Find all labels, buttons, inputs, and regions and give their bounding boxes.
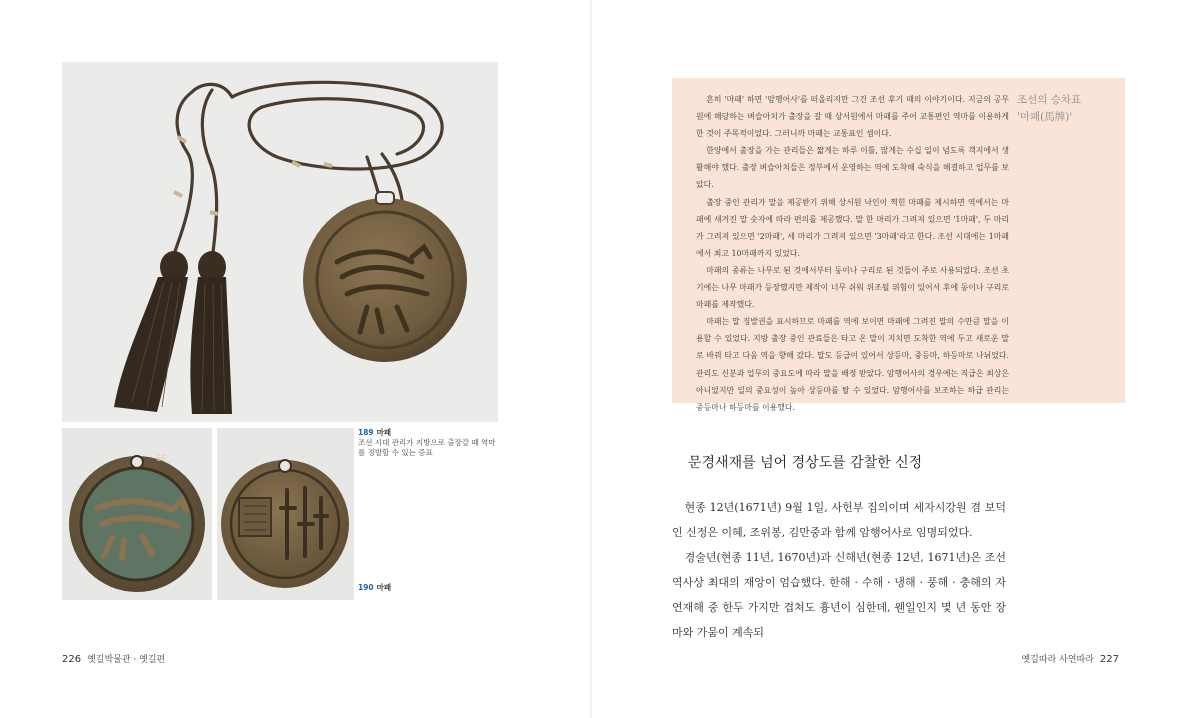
figure-190-number: 190 — [358, 583, 374, 592]
body-paragraph: 현종 12년(1671년) 9월 1일, 사헌부 집의이며 세자시강원 겸 보덕인 신정은 이혜, 조위봉, 김만중과 함께 암행어사로 임명되었다. — [672, 501, 1006, 539]
right-running-title: 옛길따라 사연따라 — [1021, 655, 1094, 665]
sidebar-text — [696, 91, 1009, 416]
left-page-footer — [62, 652, 165, 665]
sidebar-paragraph: 흔히 '마패' 하면 '암행어사'를 떠올리지만 그건 조선 후기 때의 이야기이다. 지금의 공무원에 해당하는 벼슬아치가 출장을 갈 때 상서원에서 마패를 주어 교통편인 역마를 이용하게 한 것이 주목적이었다. 그러니까 마패는 교통표인 셈이다. — [696, 95, 1009, 139]
sidebar-paragraph: 마패는 말 징발권을 표시하므로 마패를 역에 보이면 마패에 그려진 말의 수만큼 말을 이용할 수 있었다. 지방 출장 중인 관료들은 타고 온 말이 지치면 도착한 역에 두고 새로운 말로 바꿔 타고 다음 역을 향해 갔다. 말도 등급이 있어서 상등마, 중등마, 하등마로 나뉘었다. 관리도 신분과 업무의 중요도에 따라 말을 배정 받았다. 암행어사의 경우에는 직급은 최상은 아니었지만 일의 중요성이 높아 상등마를 탈 수 있었다. 암행어사를 보조하는 하급 관리는 중등마나 하등마를 이용했다. — [696, 317, 1009, 412]
sidebar-title — [1017, 92, 1119, 126]
sidebar-paragraph: 마패의 종류는 나무로 된 것에서부터 동이나 구리로 된 것들이 주로 사용되었다. 조선 초기에는 나무 마패가 등장했지만 제작이 너무 쉬워 위조될 위험이 있어서 후에 동이나 구리로 마패를 제작했다. — [696, 265, 1009, 310]
sidebar-title-line2: '마패(馬牌)' — [1017, 111, 1073, 123]
sidebar-title-line1: 조선의 승차표 — [1017, 94, 1082, 106]
section-heading: 문경새재를 넘어 경상도를 감찰한 신정 — [688, 455, 923, 471]
mapae-photo-with-tassels — [62, 62, 498, 422]
figure-189-caption — [358, 428, 498, 458]
right-page-footer — [1021, 652, 1119, 665]
body-text — [672, 495, 1006, 645]
mapae-horse-side-photo — [62, 428, 212, 600]
left-page-number: 226 — [62, 654, 82, 665]
book-gutter — [590, 0, 592, 718]
figure-189-number: 189 — [358, 428, 374, 437]
mapae-inscription-side-photo — [217, 428, 354, 600]
figure-190-title: 마패 — [376, 583, 392, 592]
left-running-title: 옛길박물관 · 옛길편 — [87, 655, 166, 665]
figure-189-description: 조선 시대 관리가 지방으로 출장갈 때 역마를 징발할 수 있는 증표 — [358, 438, 496, 457]
sidebar-paragraph: 한양에서 출장을 가는 관리들은 짧게는 하루 이틀, 많게는 수십 일이 넘도록 객지에서 생활해야 했다. 출장 벼슬아치들은 정부에서 운영하는 역에 도착해 숙식을 해결하고 업무를 보았다. — [696, 146, 1009, 190]
figure-190-caption — [358, 582, 391, 593]
right-page-number: 227 — [1099, 654, 1119, 665]
figure-189-title: 마패 — [376, 428, 392, 437]
body-paragraph: 경술년(현종 11년, 1670년)과 신해년(현종 12년, 1671년)은 조선 역사상 최대의 재앙이 엄습했다. 한해 · 수해 · 냉해 · 풍해 · 충해의 자연재해 중 한두 가지만 겹쳐도 흉년이 심한데, 웬일인지 몇 년 동안 장마와 가뭄이 계속되 — [672, 551, 1006, 639]
small-medal-number: 66 — [156, 454, 167, 463]
sidebar-paragraph: 출장 중인 관리가 말을 제공받기 위해 상서원 낙인이 찍힌 마패를 제시하면 역에서는 마패에 새겨진 말 숫자에 따라 편의를 제공했다. 말 한 마리가 그려져 있으면 '1마패', 두 마리가 그려져 있으면 '2마패', 세 마리가 그려져 있으면 '3마패'라고 한다. 조선 시대에는 1마패에서 최고 10마패까지 있었다. — [696, 197, 1009, 258]
